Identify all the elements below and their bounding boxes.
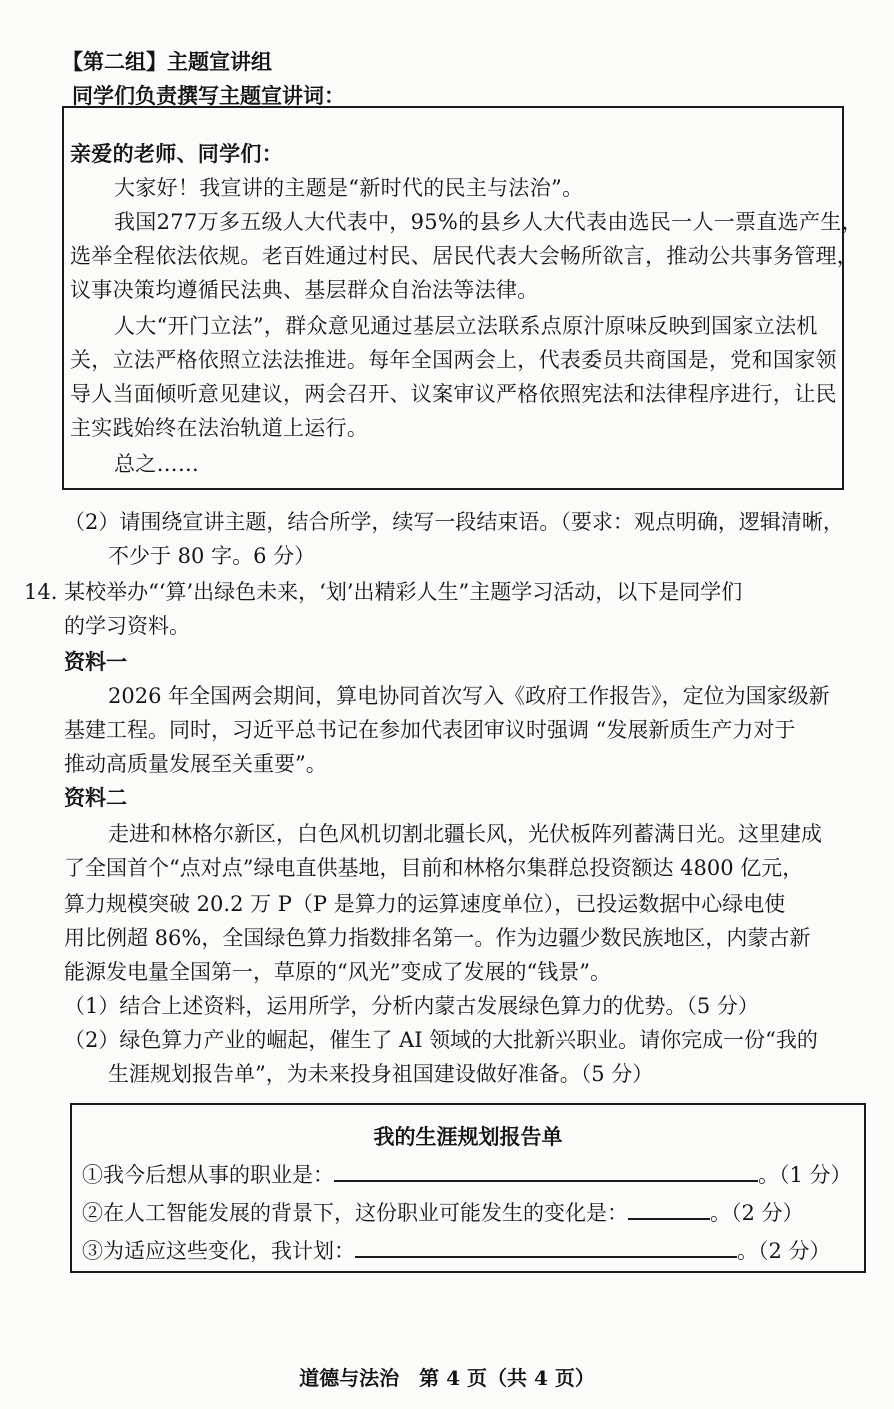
speech-line: 导人当面倾听意见建议，两会召开、议案审议严格依照宪法和法律程序进行，让民: [70, 382, 837, 406]
career-plan-item-3: [82, 1235, 831, 1265]
material-2-line: 了全国首个“点对点”绿电直供基地，目前和林格尔集群总投资额达 4800 亿元，: [64, 856, 804, 880]
question-14-2: （2）绿色算力产业的崛起，催生了 AI 领域的大批新兴职业。请你完成一份“我的: [64, 1028, 818, 1052]
material-2-title: 资料二: [64, 785, 127, 810]
item-1-points: 。（1 分）: [758, 1163, 852, 1187]
item-3-answer-blank[interactable]: [355, 1238, 737, 1258]
item-3-points: 。（2 分）: [737, 1239, 831, 1263]
item-1-label: ①我今后想从事的职业是：: [82, 1163, 334, 1187]
group-instruction: 同学们负责撰写主题宣讲词：: [72, 83, 345, 108]
question-14-2-cont: 生涯规划报告单”，为未来投身祖国建设做好准备。（5 分）: [108, 1062, 654, 1086]
question-13-2: （2）请围绕宣讲主题，结合所学，续写一段结束语。（要求：观点明确，逻辑清晰，: [64, 510, 844, 534]
material-1-title: 资料一: [64, 649, 127, 674]
speech-line: 人大“开门立法”，群众意见通过基层立法联系点原汁原味反映到国家立法机: [114, 314, 818, 338]
career-plan-item-2: [82, 1197, 804, 1227]
material-2-line: 用比例超 86%，全国绿色算力指数排名第一。作为边疆少数民族地区，内蒙古新: [64, 926, 811, 950]
item-1-answer-blank[interactable]: [334, 1162, 758, 1182]
career-plan-item-1: [82, 1159, 852, 1189]
speech-line: 我国277万多五级人大代表中，95%的县乡人大代表由选民一人一票直选产生，: [114, 210, 863, 234]
item-2-label: ②在人工智能发展的背景下，这份职业可能发生的变化是：: [82, 1201, 628, 1225]
speech-line: 关，立法严格依照立法法推进。每年全国两会上，代表委员共商国是，党和国家领: [70, 348, 837, 372]
material-2-line: 能源发电量全国第一，草原的“风光”变成了发展的“钱景”。: [64, 960, 611, 984]
speech-line: 选举全程依法依规。老百姓通过村民、居民代表大会畅所欲言，推动公共事务管理，: [70, 244, 859, 268]
speech-greeting: 亲爱的老师、同学们：: [70, 141, 283, 166]
material-1-line: 2026 年全国两会期间，算电协同首次写入《政府工作报告》，定位为国家级新: [108, 684, 830, 708]
item-3-label: ③为适应这些变化，我计划：: [82, 1239, 355, 1263]
speech-line: 议事决策均遵循民法典、基层群众自治法等法律。: [70, 278, 539, 302]
career-plan-title: 我的生涯规划报告单: [373, 1124, 563, 1149]
speech-box: [62, 106, 863, 490]
question-14-cont: 的学习资料。: [64, 614, 190, 638]
speech-line: 大家好！我宣讲的主题是“新时代的民主与法治”。: [114, 176, 584, 200]
item-2-answer-blank[interactable]: [628, 1200, 710, 1220]
speech-line: 主实践始终在法治轨道上运行。: [70, 416, 369, 440]
item-2-points: 。（2 分）: [710, 1201, 804, 1225]
question-14: 14. 某校举办“‘算’出绿色未来，‘划’出精彩人生”主题学习活动，以下是同学们: [24, 580, 743, 604]
material-1-line: 推动高质量发展至关重要”。: [64, 752, 327, 776]
career-plan-form: [70, 1103, 866, 1273]
question-13-2-cont: 不少于 80 字。6 分）: [108, 544, 316, 568]
material-2-line: 走进和林格尔新区，白色风机切割北疆长风，光伏板阵列蓄满日光。这里建成: [108, 822, 822, 846]
material-2-line: 算力规模突破 20.2 万 P（P 是算力的运算速度单位），已投运数据中心绿电使: [64, 892, 786, 916]
question-14-1: （1）结合上述资料，运用所学，分析内蒙古发展绿色算力的优势。（5 分）: [64, 994, 759, 1018]
speech-line: 总之……: [114, 452, 200, 476]
page-footer: 道德与法治 第 4 页（共 4 页）: [299, 1366, 595, 1390]
material-1-line: 基建工程。同时，习近平总书记在参加代表团审议时强调 “发展新质生产力对于: [64, 718, 796, 742]
group-heading: 【第二组】主题宣讲组: [62, 49, 272, 74]
